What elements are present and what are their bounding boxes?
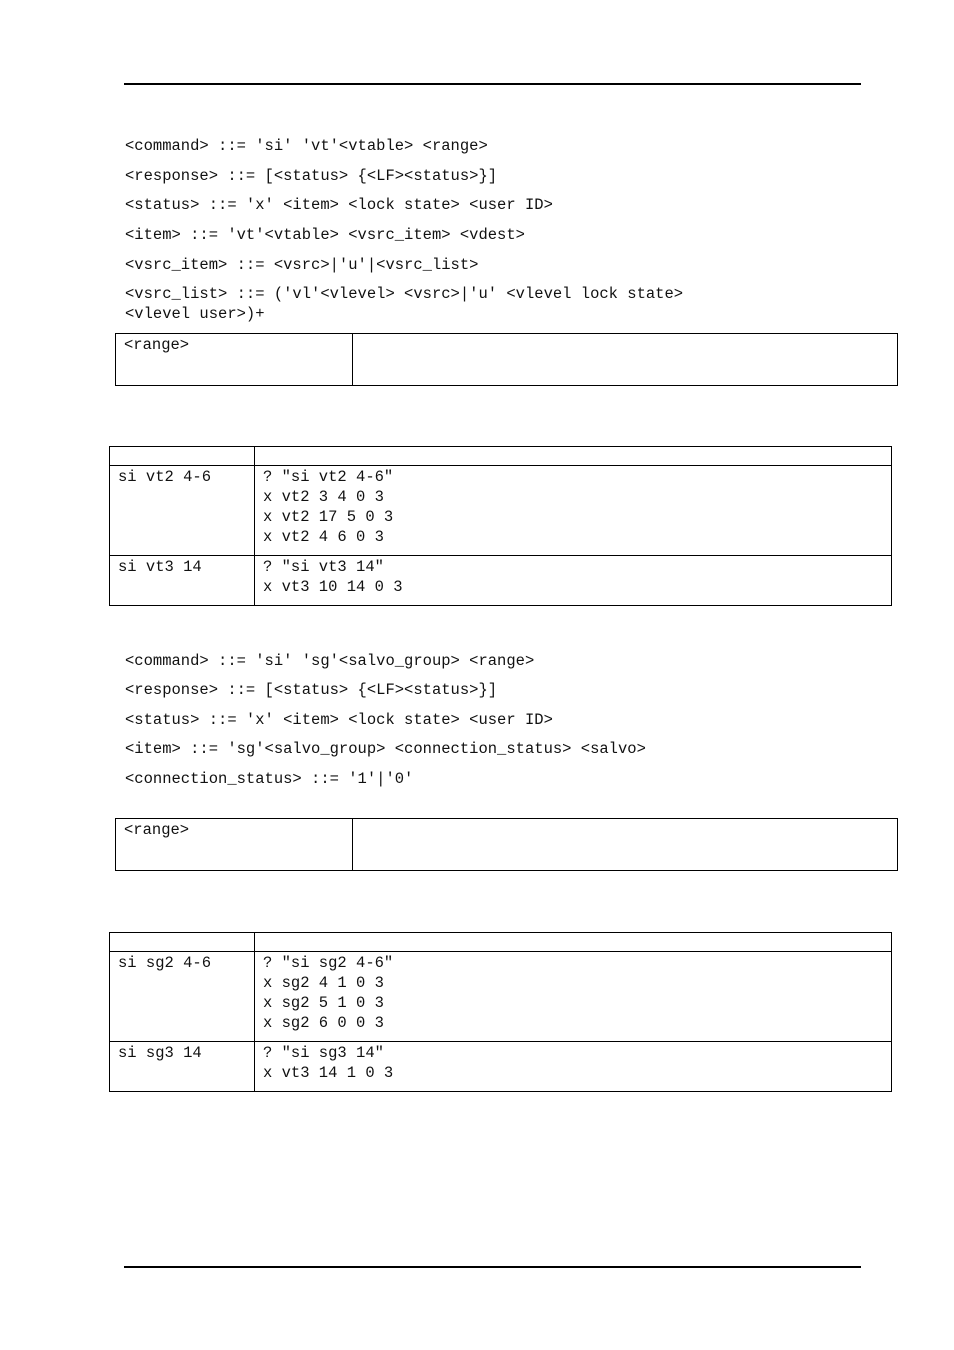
table-row	[116, 819, 898, 871]
footer-rule	[124, 1266, 861, 1268]
example-command: si vt3 14	[110, 556, 255, 606]
grammar-line: <response> ::= [<status> {<LF><status>}]	[125, 167, 498, 185]
parameter-description	[353, 334, 898, 386]
header-rule	[124, 83, 861, 85]
table-header-row	[110, 447, 892, 466]
parameter-term: <range>	[116, 334, 353, 386]
grammar-line: <item> ::= 'vt'<vtable> <vsrc_item> <vdest>	[125, 226, 525, 244]
grammar-line: <item> ::= 'sg'<salvo_group> <connection_status> <salvo>	[125, 740, 646, 758]
table-header-cell	[255, 933, 892, 952]
grammar-line: <command> ::= 'si' 'vt'<vtable> <range>	[125, 137, 488, 155]
table-row	[110, 556, 892, 606]
table-row	[110, 1042, 892, 1092]
table-row	[116, 334, 898, 386]
parameter-table	[115, 818, 898, 871]
example-response: ? "si vt2 4-6" x vt2 3 4 0 3 x vt2 17 5 0 3 x vt2 4 6 0 3	[255, 466, 892, 556]
grammar-line: <response> ::= [<status> {<LF><status>}]	[125, 681, 498, 699]
grammar-line: <status> ::= 'x' <item> <lock state> <user ID>	[125, 711, 553, 729]
grammar-line: <vsrc_item> ::= <vsrc>|'u'|<vsrc_list>	[125, 256, 479, 274]
grammar-line: <connection_status> ::= '1'|'0'	[125, 770, 414, 788]
parameter-table	[115, 333, 898, 386]
example-command: si vt2 4-6	[110, 466, 255, 556]
grammar-line: <command> ::= 'si' 'sg'<salvo_group> <range>	[125, 652, 535, 670]
table-header-cell	[110, 933, 255, 952]
example-response: ? "si sg2 4-6" x sg2 4 1 0 3 x sg2 5 1 0 3 x sg2 6 0 0 3	[255, 952, 892, 1042]
example-command: si sg3 14	[110, 1042, 255, 1092]
table-header-cell	[110, 447, 255, 466]
table-header-cell	[255, 447, 892, 466]
grammar-line: <status> ::= 'x' <item> <lock state> <user ID>	[125, 196, 553, 214]
parameter-term: <range>	[116, 819, 353, 871]
table-header-row	[110, 933, 892, 952]
example-response: ? "si sg3 14" x vt3 14 1 0 3	[255, 1042, 892, 1092]
example-response: ? "si vt3 14" x vt3 10 14 0 3	[255, 556, 892, 606]
example-table	[109, 446, 892, 606]
table-row	[110, 466, 892, 556]
parameter-description	[353, 819, 898, 871]
example-table	[109, 932, 892, 1092]
example-command: si sg2 4-6	[110, 952, 255, 1042]
table-row	[110, 952, 892, 1042]
grammar-line: <vsrc_list> ::= ('vl'<vlevel> <vsrc>|'u' <vlevel lock state> <vlevel user>)+	[125, 285, 684, 323]
